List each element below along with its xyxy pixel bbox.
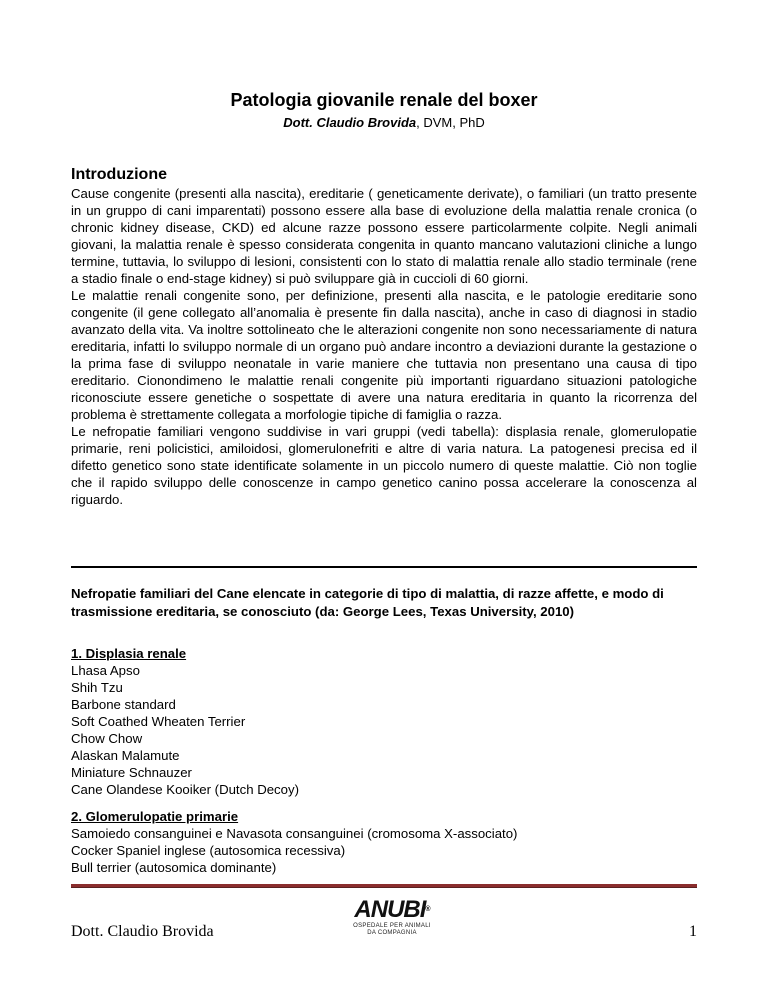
breed-list	[71, 825, 697, 876]
list-item: Cocker Spaniel inglese (autosomica recessiva)	[71, 843, 346, 858]
section-renal-dysplasia	[71, 645, 697, 798]
anubi-logo	[342, 897, 442, 947]
list-item: Cane Olandese Kooiker (Dutch Decoy)	[71, 782, 299, 797]
section-primary-glomerulopathies	[71, 808, 697, 876]
list-item: Shih Tzu	[71, 680, 123, 695]
list-item: Lhasa Apso	[71, 663, 140, 678]
table-heading: Nefropatie familiari del Cane elencate in categorie di tipo di malattia, di razze affette, e modo di trasmissione ereditaria, se conosciuto (da: George Lees, Texas University, 2010)	[71, 586, 664, 619]
section-title: 2. Glomerulopatie primarie	[71, 809, 239, 824]
list-item: Soft Coathed Wheaten Terrier	[71, 714, 246, 729]
list-item: Barbone standard	[71, 697, 176, 712]
list-item: Bull terrier (autosomica dominante)	[71, 860, 277, 875]
section-divider	[71, 566, 697, 568]
footer-author: Dott. Claudio Brovida	[71, 923, 214, 940]
footer-divider	[71, 884, 697, 888]
logo-wordmark: ANUBI®	[354, 896, 430, 923]
intro-paragraph: Le malattie renali congenite sono, per definizione, presenti alla nascita, e le patologie ereditarie sono congenite (il gene collegato all’anomalia è presente fin dalla nascita), anche in caso di diagnosi in stadio avanzato della vita. Va inoltre sottolineato che le alterazioni congenite non sono necessariamente di natura ereditaria, infatti lo sviluppo normale di un organo può andare incontro a deviazioni durante la gestazione o la prima fase di sviluppo neonatale in varie maniere che tuttavia non presentano una causa di tipo ereditario. Cionondimeno le malattie renali congenite più importanti riguardano situazioni patologiche riconosciute essere genetiche o sospettate di avere una natura ereditaria in quanto la ricorrenza del problema è strettamente collegata a morfologie tipiche di famiglia o razza.	[71, 288, 697, 422]
intro-paragraph: Le nefropatie familiari vengono suddivise in vari gruppi (vedi tabella): displasia renale, glomerulopatie primarie, reni policistici, amiloidosi, glomerulonefriti e altre di varia natura. La patogenesi precisa ed il difetto genetico sono state identificate solamente in un piccolo numero di queste malattie. Ciò non toglie che il rapido sviluppo delle conoscenze in campo genetico canino possa accelerare la conoscenza al riguardo.	[71, 424, 697, 507]
list-item: Samoiedo consanguinei e Navasota consanguinei (cromosoma X-associato)	[71, 826, 518, 841]
logo-subtitle: OSPEDALE PER ANIMALI	[353, 923, 431, 929]
breed-list	[71, 662, 697, 798]
section-title: 1. Displasia renale	[71, 646, 187, 661]
page-number: 1	[689, 923, 697, 940]
author-credentials: , DVM, PhD	[416, 115, 485, 130]
list-item: Alaskan Malamute	[71, 748, 180, 763]
intro-body	[71, 185, 697, 508]
page-title: Patologia giovanile renale del boxer	[230, 90, 538, 110]
author-line	[0, 115, 768, 131]
intro-paragraph: Cause congenite (presenti alla nascita), ereditarie ( geneticamente derivate), o familiari (un tratto presente in un gruppo di cani imparentati) possono essere alla base di evoluzione della malattia renale cronica (o chronic kidney disease, CKD) ed alcune razze possono essere particolarmente colpite. Negli animali giovani, la malattia renale è spesso considerata congenita in quanto mancano valutazioni cliniche a lungo termine, tuttavia, lo sviluppo di lesioni, consistenti con lo stato di malattia renale allo stadio terminale (rene a stadio finale o end-stage kidney) si può sviluppare già in cuccioli di 60 giorni.	[71, 186, 697, 286]
logo-subtitle: DA COMPAGNIA	[367, 930, 417, 936]
list-item: Miniature Schnauzer	[71, 765, 192, 780]
author-name: Dott. Claudio Brovida	[283, 115, 417, 130]
intro-heading: Introduzione	[71, 166, 167, 183]
list-item: Chow Chow	[71, 731, 143, 746]
